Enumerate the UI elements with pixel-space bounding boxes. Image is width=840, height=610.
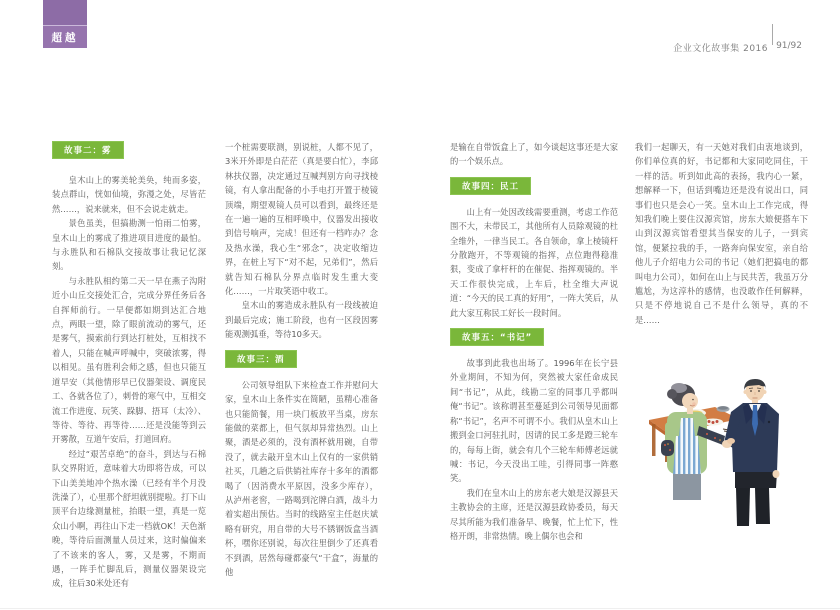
story-paragraph: 景色虽美，但搞勘测一怕雨二怕雾，皇木山上的雾成了推进项目进度的最怕。与永胜队和石棉队交接故事让我记忆深刻。 <box>52 218 206 272</box>
story-paragraph: 是输在自带饭盒上了，如今谈起这事还是大家的一个娱乐点。 <box>450 142 618 167</box>
story-paragraph: 皇木山的雾造成永胜队有一段线被迫到最后完成；施工阶段，也有一区段因雾能观测弧垂，等待10多天。 <box>225 300 378 340</box>
story-section-label: 故事四：民工 <box>450 177 531 195</box>
story-paragraph: 一个桩需要联测，别说桩，人都不见了，3米开外即是白茫茫（真是要白忙），李邱林扶仪器，决定通过互喊判别方向寻找棱镜，有人拿出配备的小手电打开置于棱镜顶端，期望观镜人员可以看到，最终还是在一遍一遍的互相呼唤中，仪器发出接收到信号响声，完成！但还有一档咋办？念及热水澡，我心生“邪念”，决定收缩边界，在桩上写下“对不起，兄弟们”，然后就告知石棉队分界点临时发生重大变化……，一片取笑语中收工。 <box>225 142 378 297</box>
shuji-illustration <box>722 379 780 526</box>
story-paragraph: 经过“艰苦卓绝”的奋斗，到达与石棉队交界附近，意味着大功即将告成，可以下山美美地冲个热水澡（已经有半个月没洗澡了），心里那个舒坦就别提啦。打下山顶平台边缘测量桩，抬眼一望，真是一览众山小啊，再往山下走一档就OK！天色渐晚，等待后面测量人员过来，这时偏偏来了不该来的客人，雾，又是雾，不期而遇，一阵手忙脚乱后，测量仪器架设完成，往后30米处还有 <box>52 448 206 589</box>
text-column-3 <box>450 140 618 543</box>
chapter-tab-title: 超越 <box>43 26 87 48</box>
text-column-4 <box>635 140 808 327</box>
story-paragraph: 公司领导组队下来检查工作并慰问大家，皇木山上条件实在简陋，虽精心准备也只能简餐，用一块门板放平当桌，房东能做的菜都上，但气氛却异常热烈。山上聚，酒是必须的，没有酒杯就用碗，自带没了，就去敲开皇木山上仅有的一家供销社买，几趟之后供销社库存十多年的酒都喝了（因消费水平原因，没多少库存），从泸州老窖，一路喝到沱牌白酒，战斗力着实超出预估。当时的线路室主任赵庆斌略有研究，用自带的大号不锈钢饭盒当酒杯，嘿你还别说，每次往里倒少了还真看不到酒，居然每碰都豪气“干盒”，海量的他 <box>225 379 378 577</box>
story-paragraph: 与永胜队相约第二天一早在燕子沟附近小山丘交接处汇合，完成分界任务后各自挥师前行。一早便都如期到达汇合地点，两眼一望，除了眼前流动的雾气，还是雾气，摸索前行到达打桩处，互相找不着人，只能在喊声呼喊中，突破浓雾，得以相见。虽有胜利会师之感，但也只能互道早安（其他情形早已仪器架设、调度民工、各就各位了），刺骨的寒气中，互相交流工作进度、玩笑、跺脚、捂耳（太冷）、等待、等待、再等待……还是没能等到云开雾散，互道午安后，打道回府。 <box>52 275 206 445</box>
story-paragraph: 皇木山上的雾美轮美奂，纯而多姿，装点群山，恍如仙境，弥漫之处，尽皆茫然……，说来就来，但不会说走就走。 <box>52 175 206 214</box>
chapter-tab-block <box>43 0 87 26</box>
publication-title: 企业文化故事集 2016 <box>673 44 768 54</box>
story-paragraph: 故事到此我也出场了。1996年在长宁县外业期间，不知为何，突然被大家任命成民间“书记”，从此，线勘二室的同事几乎都叫俺“书记”。该称谓甚至蔓延到公司领导见面都称“书记”，名声不可谓不小。我们从皇木山上搬到金口河驻扎时，因请的民工多是蹬三轮车的，每每上街，就会有几个三轮车师傅老远就喊：书记，今天没出工哇，引得同事一阵憨笑。 <box>450 358 618 484</box>
chapter-tab <box>43 0 87 48</box>
page-number: 91/92 <box>776 41 802 51</box>
watercolor-illustration <box>643 374 791 532</box>
text-column-2 <box>225 140 378 579</box>
story-section-label: 故事五：“书记” <box>450 328 544 346</box>
story-paragraph: 我们在皇木山上的房东老大娘是汉源县天主教协会的主席，还是汉源县政协委员，每天尽其所能为我们准备早、晚餐，忙上忙下，性格开朗，非常热情。晚上偶尔也会和 <box>450 487 618 541</box>
landlady-illustration <box>661 383 725 500</box>
story-paragraph: 山上有一处因改线需要重测，考虑工作范围不大，未带民工，其他所有人员除观镜的杜全维外，一律当民工。各自领命，拿上棱镜杆分散跑开，不等观镜的指挥，点位跑得稳准狠，变成了拿杆杆的在催促、指挥观镜的。半天工作很快完成，上车后，杜全维大声说道：“今天的民工真的好用”，一阵大笑后，从此大家互称民工好长一段时间。 <box>450 206 618 318</box>
story-paragraph: 我们一起聊天，有一天她对我们由衷地谈到，你们单位真的好，书记都和大家同吃同住，干一样的活。听到如此高的表扬，我内心一紧，想解释一下，但话到嘴边还是没有说出口，同事们也只是会心一笑。皇木山上工作完成，得知我们晚上要住汉源宾馆，房东大娘便搭车下山到汉源宾馆看望其当保安的儿子，一到宾馆，便紧拉我的手，一路奔向保安室，亲自给他儿子介绍电力公司的书记（她们把搞电的都叫电力公司），如何在山上与民共苦，我虽万分尴尬，为这淳朴的感情，也没敢作任何解释，只是不停地说自己不是什么领导，真的不是…… <box>635 142 808 325</box>
header-divider <box>772 24 773 45</box>
page-bottom-edge <box>0 608 840 609</box>
text-column-1 <box>52 138 206 591</box>
story-section-label: 故事二：雾 <box>52 141 124 159</box>
story-section-label: 故事三：酒 <box>225 350 297 368</box>
